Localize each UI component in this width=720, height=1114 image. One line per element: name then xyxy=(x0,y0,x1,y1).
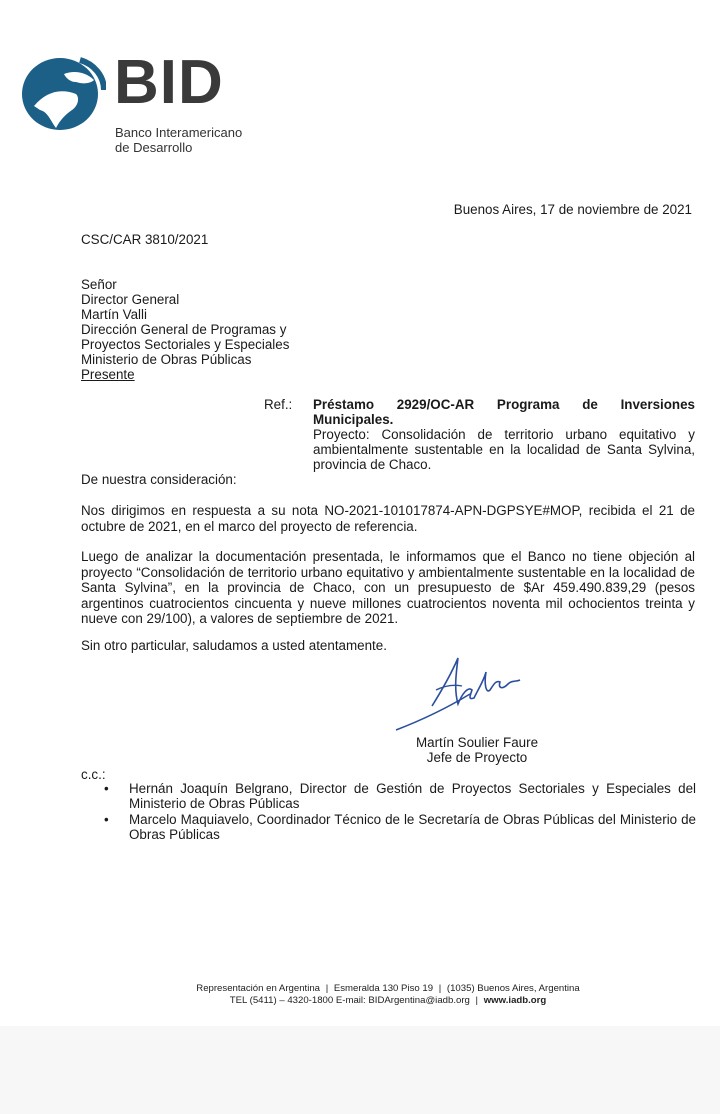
footer-separator: | xyxy=(438,983,442,994)
cc-list xyxy=(104,781,696,843)
ref-block xyxy=(313,397,695,472)
footer xyxy=(0,983,720,1007)
closing: Sin otro particular, saludamos a usted atentamente. xyxy=(81,638,387,653)
recipient-line: Ministerio de Obras Públicas xyxy=(81,352,252,367)
footer-separator: | xyxy=(325,983,329,994)
logo-subtitle-line2: de Desarrollo xyxy=(115,140,193,155)
footer-line-1 xyxy=(0,983,720,995)
reference-number: CSC/CAR 3810/2021 xyxy=(81,232,209,247)
cc-label: c.c.: xyxy=(81,767,106,782)
logo-subtitle-line1: Banco Interamericano xyxy=(115,125,243,140)
ref-body: Proyecto: Consolidación de territorio urbano equitativo y ambientalmente sustentable en la localidad de Santa Sylvina, provincia de Chaco. xyxy=(313,427,695,472)
footer-contact: TEL (5411) – 4320-1800 E-mail: BIDArgentina@iadb.org xyxy=(229,995,470,1006)
bid-globe-logo-icon xyxy=(20,54,106,132)
recipient-line: Proyectos Sectoriales y Especiales xyxy=(81,337,290,352)
footer-office: Representación en Argentina xyxy=(196,983,321,994)
footer-website-link[interactable]: www.iadb.org xyxy=(483,995,547,1006)
ref-title: Préstamo 2929/OC-AR Programa de Inversiones Municipales. xyxy=(313,397,695,427)
footer-separator: | xyxy=(475,995,479,1006)
paragraph-2: Luego de analizar la documentación presentada, le informamos que el Banco no tiene objeción al proyecto “Consolidación de territorio urbano equitativo y ambientalmente sustentable en la localidad de Santa Sylvina”, en la provincia de Chaco, con un presupuesto de $Ar 459.490.839,29 (pesos argentinos cuatrocientos cincuenta y nueve millones cuatrocientos noventa mil ochocientos treinta y nueve con 29/100), a valores de septiembre de 2021. xyxy=(81,549,695,626)
ref-label: Ref.: xyxy=(264,397,293,412)
recipient-line: Señor xyxy=(81,277,117,292)
footer-address: Esmeralda 130 Piso 19 xyxy=(333,983,434,994)
signer-title: Jefe de Proyecto xyxy=(426,750,528,765)
paragraph-1: Nos dirigimos en respuesta a su nota NO-2021-101017874-APN-DGPSYE#MOP, recibida el 21 de octubre de 2021, en el marco del proyecto de referencia. xyxy=(81,503,695,534)
greeting: De nuestra consideración: xyxy=(81,472,237,487)
footer-line-2 xyxy=(0,995,720,1007)
footer-city: (1035) Buenos Aires, Argentina xyxy=(446,983,580,994)
signer-block xyxy=(392,735,562,765)
handwritten-signature xyxy=(392,650,532,740)
letter-date: Buenos Aires, 17 de noviembre de 2021 xyxy=(453,202,692,217)
logo-subtitle xyxy=(115,125,242,155)
page-bottom-margin xyxy=(0,1026,720,1114)
recipient-block xyxy=(81,277,289,382)
bullet-icon: • xyxy=(104,812,109,827)
logo-wordmark: BID xyxy=(114,48,224,117)
cc-item-text: Hernán Joaquín Belgrano, Director de Gestión de Proyectos Sectoriales y Especiales del Ministerio de Obras Públicas xyxy=(129,781,696,811)
signer-name: Martín Soulier Faure xyxy=(415,735,539,750)
cc-item-text: Marcelo Maquiavelo, Coordinador Técnico de le Secretaría de Obras Públicas del Ministerio de Obras Públicas xyxy=(129,812,696,842)
cc-item xyxy=(104,812,696,842)
bullet-icon: • xyxy=(104,781,109,796)
recipient-line: Dirección General de Programas y xyxy=(81,322,287,337)
recipient-line: Martín Valli xyxy=(81,307,147,322)
cc-item xyxy=(104,781,696,811)
recipient-line: Director General xyxy=(81,292,180,307)
recipient-presente: Presente xyxy=(81,367,135,382)
